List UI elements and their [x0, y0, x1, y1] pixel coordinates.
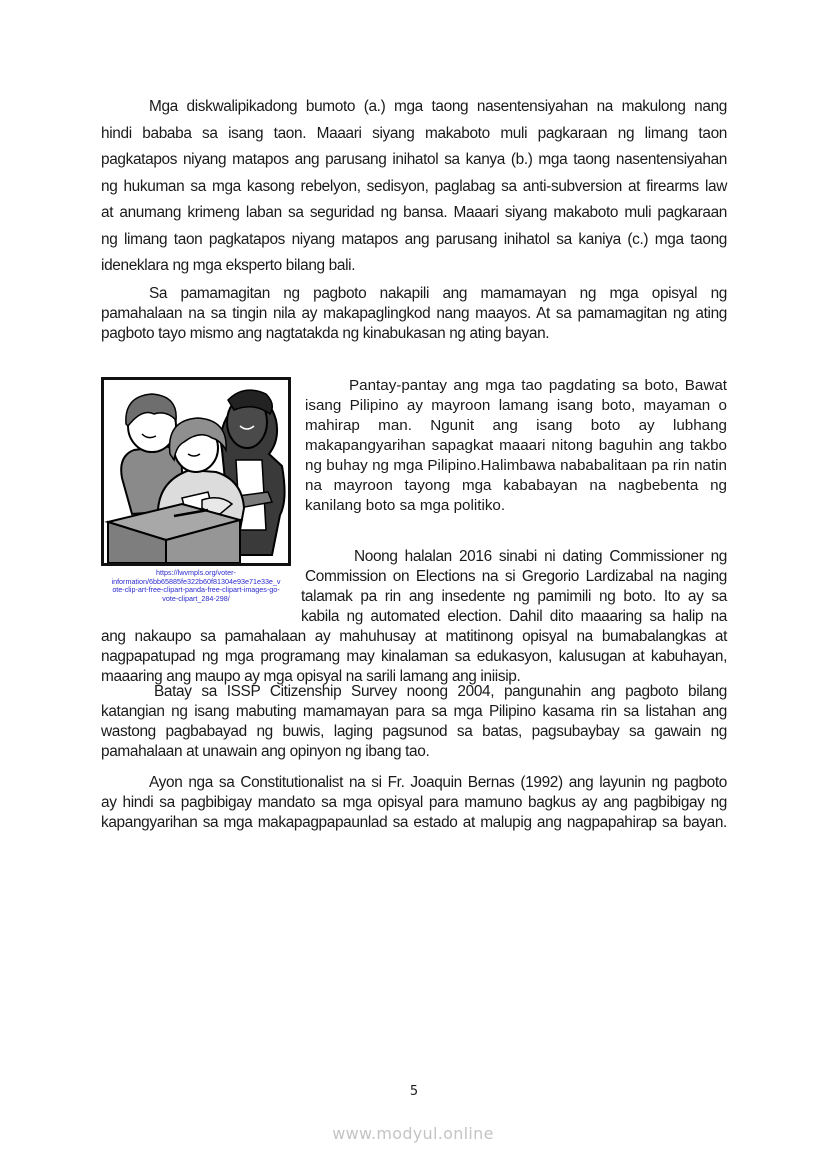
watermark: www.modyul.online — [332, 1124, 494, 1143]
text-line: nagpapatupad ng mga programang may kinalaman sa edukasyon, kalusugan at kabuhayan, — [101, 648, 727, 665]
paragraph-equal-vote — [305, 377, 727, 517]
text-line: maaaring ang maupo ay mga opisyal na sarili lamang ang iniisip. — [101, 668, 521, 685]
caption-line: ote-clip-art-free-clipart-panda-free-clipart-images-go- — [112, 585, 280, 595]
text-line: wastong pagbabayad ng buwis, laging pagsunod sa batas, pagsubaybay sa gawain ng — [101, 723, 727, 740]
text-line: kabila ng automated election. Dahil dito maaaring sa halip na — [301, 608, 727, 625]
text-line: ang nakaupo sa pamahalaan ay mahuhusay at matitinong opisyal na bumabalangkas at — [101, 628, 727, 645]
caption-line: https://lwvmpls.org/voter- — [156, 568, 236, 577]
text-line: Sa pamamagitan ng pagboto nakapili ang mamamayan ng mga opisyal ng — [149, 285, 727, 302]
text-line: pamahalaan at unawain ang opinyon ng ibang tao. — [101, 743, 430, 760]
text-line: ideneklara ng mga eksperto bilang bali. — [101, 257, 356, 274]
text-line: katangian ng isang mabuting mamamayan para sa mga Pilipino kasama rin sa listahan ang — [101, 703, 727, 720]
text-line: isang Pilipino ay mayroon lamang isang boto, mayaman o — [305, 397, 727, 414]
text-line: talamak pa rin ang insedente ng pamimili ng boto. Ito ay sa — [301, 588, 727, 605]
caption-line: information/6bb65885fe322b60f81304e93e71e33e_v — [111, 576, 281, 586]
text-line: makapangyarihan sapagkat maaari nitong baguhin ang takbo — [305, 437, 727, 454]
text-line: Batay sa ISSP Citizenship Survey noong 2004, pangunahin ang pagboto bilang — [154, 683, 727, 700]
paragraph-disqualified-voters — [101, 98, 727, 278]
caption-line: vote-clipart_284-298/ — [162, 593, 230, 603]
text-line: ay hindi sa pagbibigay mandato sa mga opisyal para mamuno bagkus ay ang pagbibigay ng — [101, 794, 727, 811]
text-line: na mayroon tayong mga kababayan na nagbebenta ng — [305, 477, 727, 494]
text-line: ng buhay ng mga Pilipino.Halimbawa nababalitaan pa rin natin — [305, 457, 727, 474]
text-line: ng hukuman sa mga kasong rebelyon, sedisyon, paglabag sa anti-subversion at firearms law — [101, 177, 727, 195]
text-line: hindi bababa sa isang taon. Maaari siyang makaboto muli pagkaraan ng limang taon — [101, 124, 727, 142]
text-line: Ayon nga sa Constitutionalist na si Fr. Joaquin Bernas (1992) ang layunin ng pagboto — [149, 774, 727, 791]
text-line: Commission on Elections na si Gregorio Lardizabal na naging — [305, 568, 727, 585]
paragraph-issp-survey — [101, 683, 727, 763]
text-line: pamahalaan na sa tingin nila ay makapaglingkod nang maayos. At sa pamamagitan ng ating — [101, 305, 727, 322]
text-line: kapangyarihan sa mga makapagpapaunlad sa estado at malupig ang nagpapahirap sa bayan. — [101, 814, 727, 831]
text-line: kanilang boto sa mga politiko. — [305, 497, 506, 514]
text-line: pagkatapos niyang matapos ang parusang inihatol sa kanya (b.) mga taong nasentensiyahan — [101, 151, 727, 168]
text-line: ng limang taon pagkatapos niyang matapos ang parusang inihatol sa kaniya (c.) mga taong — [101, 230, 727, 248]
paragraph-vote-buying — [101, 548, 727, 685]
text-line: Noong halalan 2016 sinabi ni dating Commissioner ng — [354, 548, 727, 565]
voting-clipart-image — [101, 377, 291, 566]
text-line: Mga diskwalipikadong bumoto (a.) mga taong nasentensiyahan na makulong nang — [149, 98, 727, 115]
text-line: Pantay-pantay ang mga tao pagdating sa boto, Bawat — [349, 377, 727, 394]
paragraph-voting-purpose — [101, 285, 727, 345]
page-number: 5 — [409, 1084, 419, 1099]
paragraph-bernas-quote — [101, 774, 727, 834]
text-line: pagboto tayo mismo ang nagtatakda ng kinabukasan ng ating bayan. — [101, 325, 550, 342]
text-line: at anumang krimeng laban sa seguridad ng bansa. Maaari siyang makaboto muli pagkaraan — [101, 204, 727, 221]
voting-people-illustration — [104, 380, 288, 563]
text-line: mahirap man. Ngunit ang isang boto ay lubhang — [305, 417, 727, 434]
